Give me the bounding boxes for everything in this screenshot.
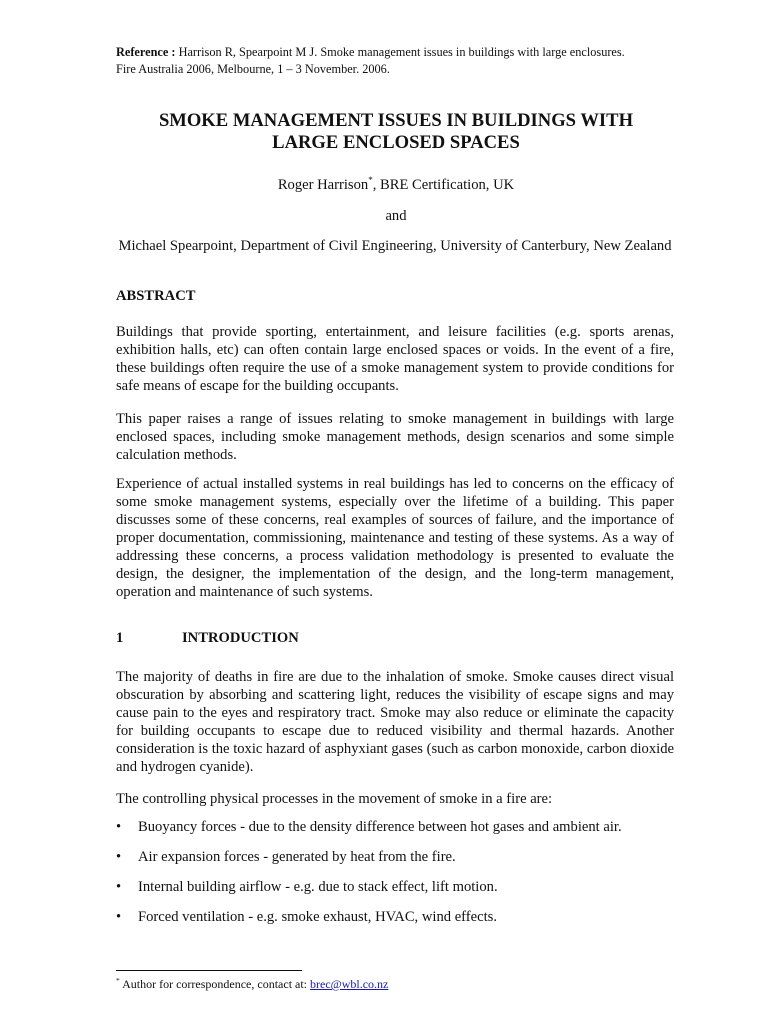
reference-line-1 [116, 44, 676, 61]
bullet-icon: • [116, 879, 122, 895]
section-title: INTRODUCTION [182, 630, 299, 646]
list-item [116, 908, 676, 938]
email-link[interactable]: brec@wbl.co.nz [310, 977, 389, 991]
footnote [116, 976, 676, 992]
author-conjunction: and [385, 208, 407, 224]
reference-note [116, 44, 676, 78]
list-item [116, 878, 676, 908]
paper-title-line-1: SMOKE MANAGEMENT ISSUES IN BUILDINGS WITH [158, 110, 634, 131]
author-1-footnote-mark: * [368, 175, 373, 185]
list-item-text: Forced ventilation - e.g. smoke exhaust, HVAC, wind effects. [138, 909, 497, 925]
introduction-paragraph-2: The controlling physical processes in the movement of smoke in a fire are: [116, 791, 553, 807]
introduction-heading [116, 629, 299, 647]
author-1-name: Roger Harrison [277, 177, 369, 193]
author-2: Michael Spearpoint, Department of Civil Engineering, University of Canterbury, New Zealand [118, 238, 672, 254]
author-1 [96, 176, 696, 194]
bullet-icon: • [116, 819, 122, 835]
bullet-icon: • [116, 909, 122, 925]
list-item-text: Buoyancy forces - due to the density difference between hot gases and ambient air. [138, 819, 622, 835]
abstract-heading: ABSTRACT [116, 288, 196, 304]
paper-title [96, 110, 696, 154]
footnote-text: Author for correspondence, contact at: [122, 977, 311, 991]
list-item [116, 848, 676, 878]
smoke-process-list [116, 818, 676, 938]
footnote-mark: * [116, 976, 120, 985]
author-1-affiliation: , BRE Certification, UK [372, 177, 515, 193]
reference-citation: Harrison R, Spearpoint M J. Smoke management issues in buildings with large enclosures. [178, 45, 625, 59]
abstract-paragraph-2: This paper raises a range of issues relating to smoke management in buildings with large enclosed spaces, including smoke management methods, design scenarios and some simple calculation methods. [116, 411, 674, 463]
footnote-divider [116, 970, 302, 971]
introduction-paragraph-1: The majority of deaths in fire are due to the inhalation of smoke. Smoke causes direct visual obscuration by absorbing and scattering light, reduces the visibility of escape signs and may cause pain to the eyes and respiratory tract. Smoke may also reduce or eliminate the capacity for building occupants to escape due to reduced visibility and thermal hazards. Another consideration is the toxic hazard of asphyxiant gases (such as carbon monoxide, carbon dioxide and hydrogen cyanide). [116, 669, 674, 775]
section-number: 1 [116, 630, 124, 646]
list-item-text: Air expansion forces - generated by heat from the fire. [138, 849, 456, 865]
reference-line-2: Fire Australia 2006, Melbourne, 1 – 3 November. 2006. [116, 62, 390, 76]
bullet-icon: • [116, 849, 122, 865]
paper-title-line-2: LARGE ENCLOSED SPACES [272, 132, 520, 153]
abstract-paragraph-3: Experience of actual installed systems in real buildings has led to concerns on the efficacy of some smoke management systems, especially over the lifetime of a building. This paper discusses some of these concerns, real examples of sources of failure, and the importance of proper documentation, commissioning, maintenance and testing of these systems. As a way of addressing these concerns, a process validation methodology is presented to evaluate the design, the designer, the implementation of the design, and the long-term management, operation and maintenance of such systems. [116, 476, 674, 600]
list-item [116, 818, 676, 848]
reference-label: Reference : [116, 45, 176, 59]
list-item-text: Internal building airflow - e.g. due to stack effect, lift motion. [138, 879, 498, 895]
abstract-paragraph-1: Buildings that provide sporting, entertainment, and leisure facilities (e.g. sports arenas, exhibition halls, etc) can often contain large enclosed spaces or voids. In the event of a fire, these buildings often require the use of a smoke management system to provide conditions for safe means of escape for the building occupants. [116, 324, 674, 394]
